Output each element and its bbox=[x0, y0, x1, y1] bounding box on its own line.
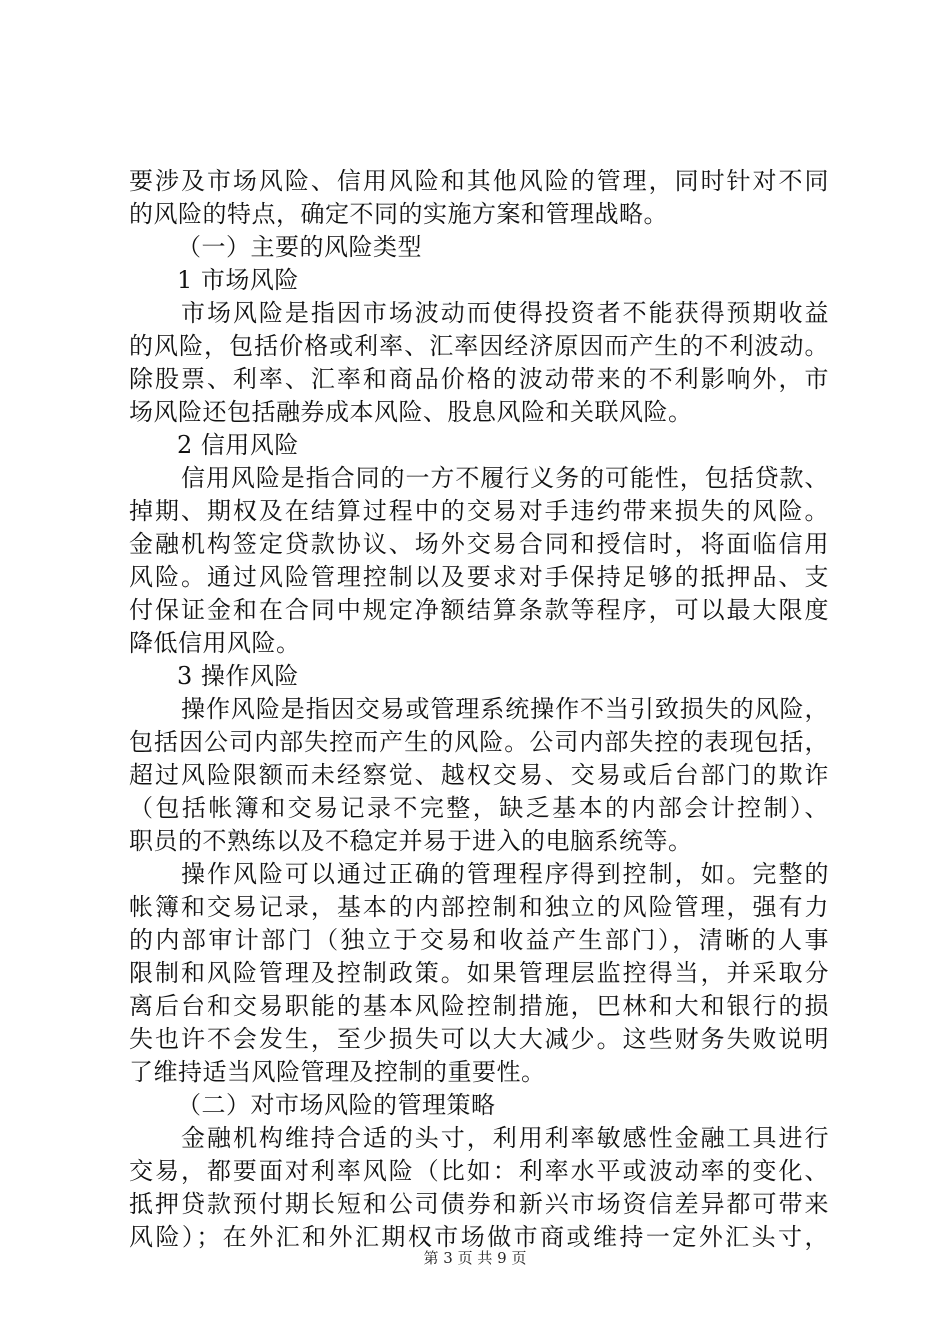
text-line: 的内部审计部门（独立于交易和收益产生部门），清晰的人事 bbox=[129, 926, 829, 954]
text-line: 市场风险是指因市场波动而使得投资者不能获得预期收益 bbox=[181, 299, 829, 327]
page-footer: 第 3 页 共 9 页 bbox=[423, 1249, 527, 1267]
text-line: 风险。通过风险管理控制以及要求对手保持足够的抵押品、支 bbox=[129, 563, 829, 591]
text-line: 掉期、期权及在结算过程中的交易对手违约带来损失的风险。 bbox=[129, 497, 829, 525]
text-line: 超过风险限额而未经察觉、越权交易、交易或后台部门的欺诈 bbox=[129, 761, 829, 789]
text-line: 场风险还包括融券成本风险、股息风险和关联风险。 bbox=[129, 398, 693, 426]
text-line: 信用风险是指合同的一方不履行义务的可能性，包括贷款、 bbox=[181, 464, 829, 492]
text-line: 金融机构签定贷款协议、场外交易合同和授信时，将面临信用 bbox=[129, 530, 829, 558]
text-line: 抵押贷款预付期长短和公司债券和新兴市场资信差异都可带来 bbox=[129, 1190, 829, 1218]
text-line: 职员的不熟练以及不稳定并易于进入的电脑系统等。 bbox=[129, 827, 693, 855]
text-line: 操作风险可以通过正确的管理程序得到控制，如。完整的 bbox=[181, 860, 829, 888]
text-line: 付保证金和在合同中规定净额结算条款等程序，可以最大限度 bbox=[129, 596, 829, 624]
text-line: 风险）；在外汇和外汇期权市场做市商或维持一定外汇头寸， bbox=[129, 1223, 829, 1251]
document-body bbox=[129, 165, 829, 1254]
text-line: 降低信用风险。 bbox=[129, 629, 301, 657]
text-line: 要涉及市场风险、信用风险和其他风险的管理，同时针对不同 bbox=[129, 167, 829, 195]
section-heading: 2 信用风险 bbox=[177, 431, 299, 459]
text-line: 除股票、利率、汇率和商品价格的波动带来的不利影响外，市 bbox=[129, 365, 829, 393]
section-heading: 3 操作风险 bbox=[177, 662, 299, 690]
section-heading: （二）对市场风险的管理策略 bbox=[177, 1091, 496, 1119]
text-line: 的风险，包括价格或利率、汇率因经济原因而产生的不利波动。 bbox=[129, 332, 829, 360]
text-line: 的风险的特点，确定不同的实施方案和管理战略。 bbox=[129, 200, 668, 228]
text-line: 包括因公司内部失控而产生的风险。公司内部失控的表现包括， bbox=[129, 728, 829, 756]
section-heading: （一）主要的风险类型 bbox=[177, 233, 422, 261]
text-line: 了维持适当风险管理及控制的重要性。 bbox=[129, 1058, 546, 1086]
section-heading: 1 市场风险 bbox=[177, 266, 299, 294]
text-line: 离后台和交易职能的基本风险控制措施，巴林和大和银行的损 bbox=[129, 992, 829, 1020]
text-line: 限制和风险管理及控制政策。如果管理层监控得当，并采取分 bbox=[129, 959, 829, 987]
text-line: 金融机构维持合适的头寸，利用利率敏感性金融工具进行 bbox=[181, 1124, 829, 1152]
text-line: 交易，都要面对利率风险（比如：利率水平或波动率的变化、 bbox=[129, 1157, 829, 1185]
text-line: 帐簿和交易记录，基本的内部控制和独立的风险管理，强有力 bbox=[129, 893, 829, 921]
text-line: 操作风险是指因交易或管理系统操作不当引致损失的风险， bbox=[181, 695, 829, 723]
text-line: 失也许不会发生，至少损失可以大大减少。这些财务失败说明 bbox=[129, 1025, 829, 1053]
text-line: （包括帐簿和交易记录不完整，缺乏基本的内部会计控制）、 bbox=[129, 794, 829, 822]
